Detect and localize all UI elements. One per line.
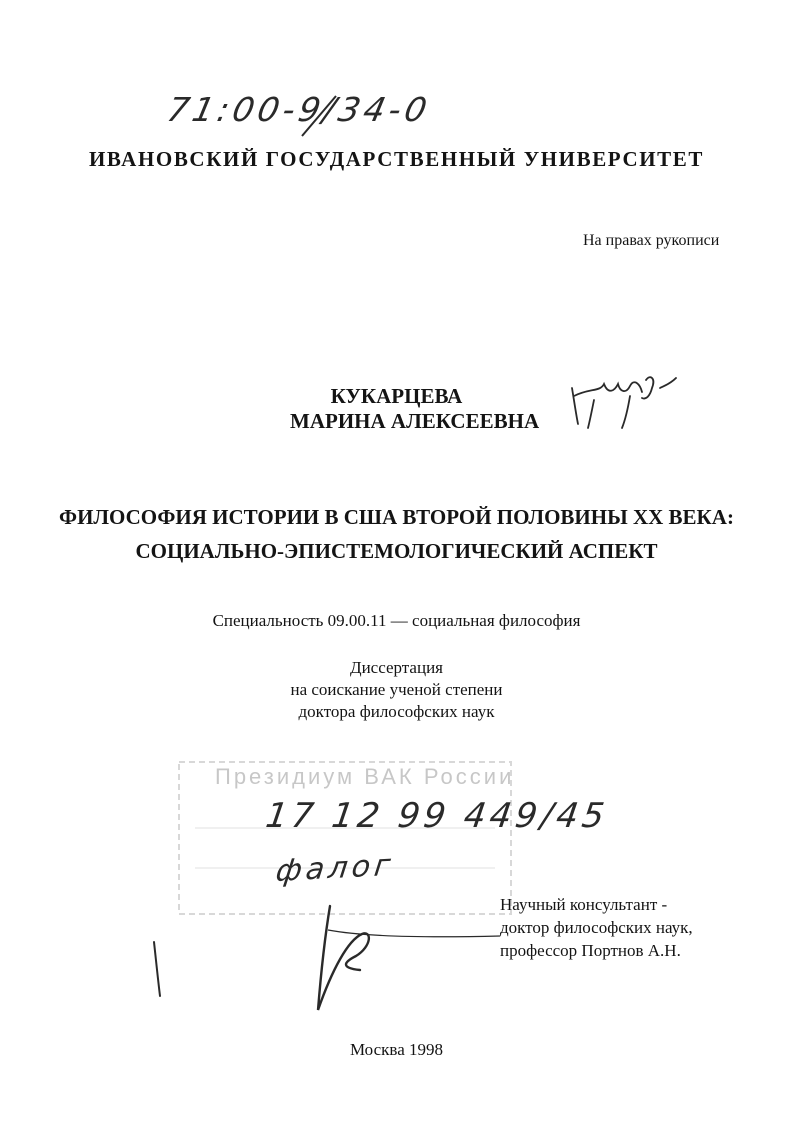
thesis-degree-name: доктора философских наук [298, 702, 495, 721]
handwritten-archive-code: 71:00-9/34-0 [163, 90, 435, 129]
handwritten-word: фалог [273, 847, 397, 889]
author-name: МАРИНА АЛЕКСЕЕВНА [290, 409, 540, 433]
consultant-name: профессор Портнов А.Н. [500, 941, 681, 960]
scientific-consultant-block [500, 893, 693, 962]
stamp-text: Президиум ВАК России [215, 764, 515, 789]
author-surname: КУКАРЦЕВА [330, 384, 463, 408]
thesis-type-label: Диссертация [349, 658, 443, 677]
thesis-title-line-2: СОЦИАЛЬНО-ЭПИСТЕМОЛОГИЧЕСКИЙ АСПЕКТ [135, 539, 658, 563]
consultant-degree: доктор философских наук, [500, 918, 693, 937]
rights-notice: На правах рукописи [583, 232, 720, 249]
thesis-title-line-1: ФИЛОСОФИЯ ИСТОРИИ В США ВТОРОЙ ПОЛОВИНЫ XX ВЕКА: [59, 505, 734, 529]
specialty-line: Специальность 09.00.11 — социальная философия [212, 611, 581, 630]
consultant-role: Научный консультант - [500, 895, 668, 914]
university-name: ИВАНОВСКИЙ ГОСУДАРСТВЕННЫЙ УНИВЕРСИТЕТ [88, 147, 705, 171]
thesis-degree-purpose: на соискание ученой степени [290, 680, 503, 699]
city-year: Москва 1998 [349, 1040, 444, 1059]
handwritten-date-number: 17 12 99 449/45 [263, 796, 611, 836]
